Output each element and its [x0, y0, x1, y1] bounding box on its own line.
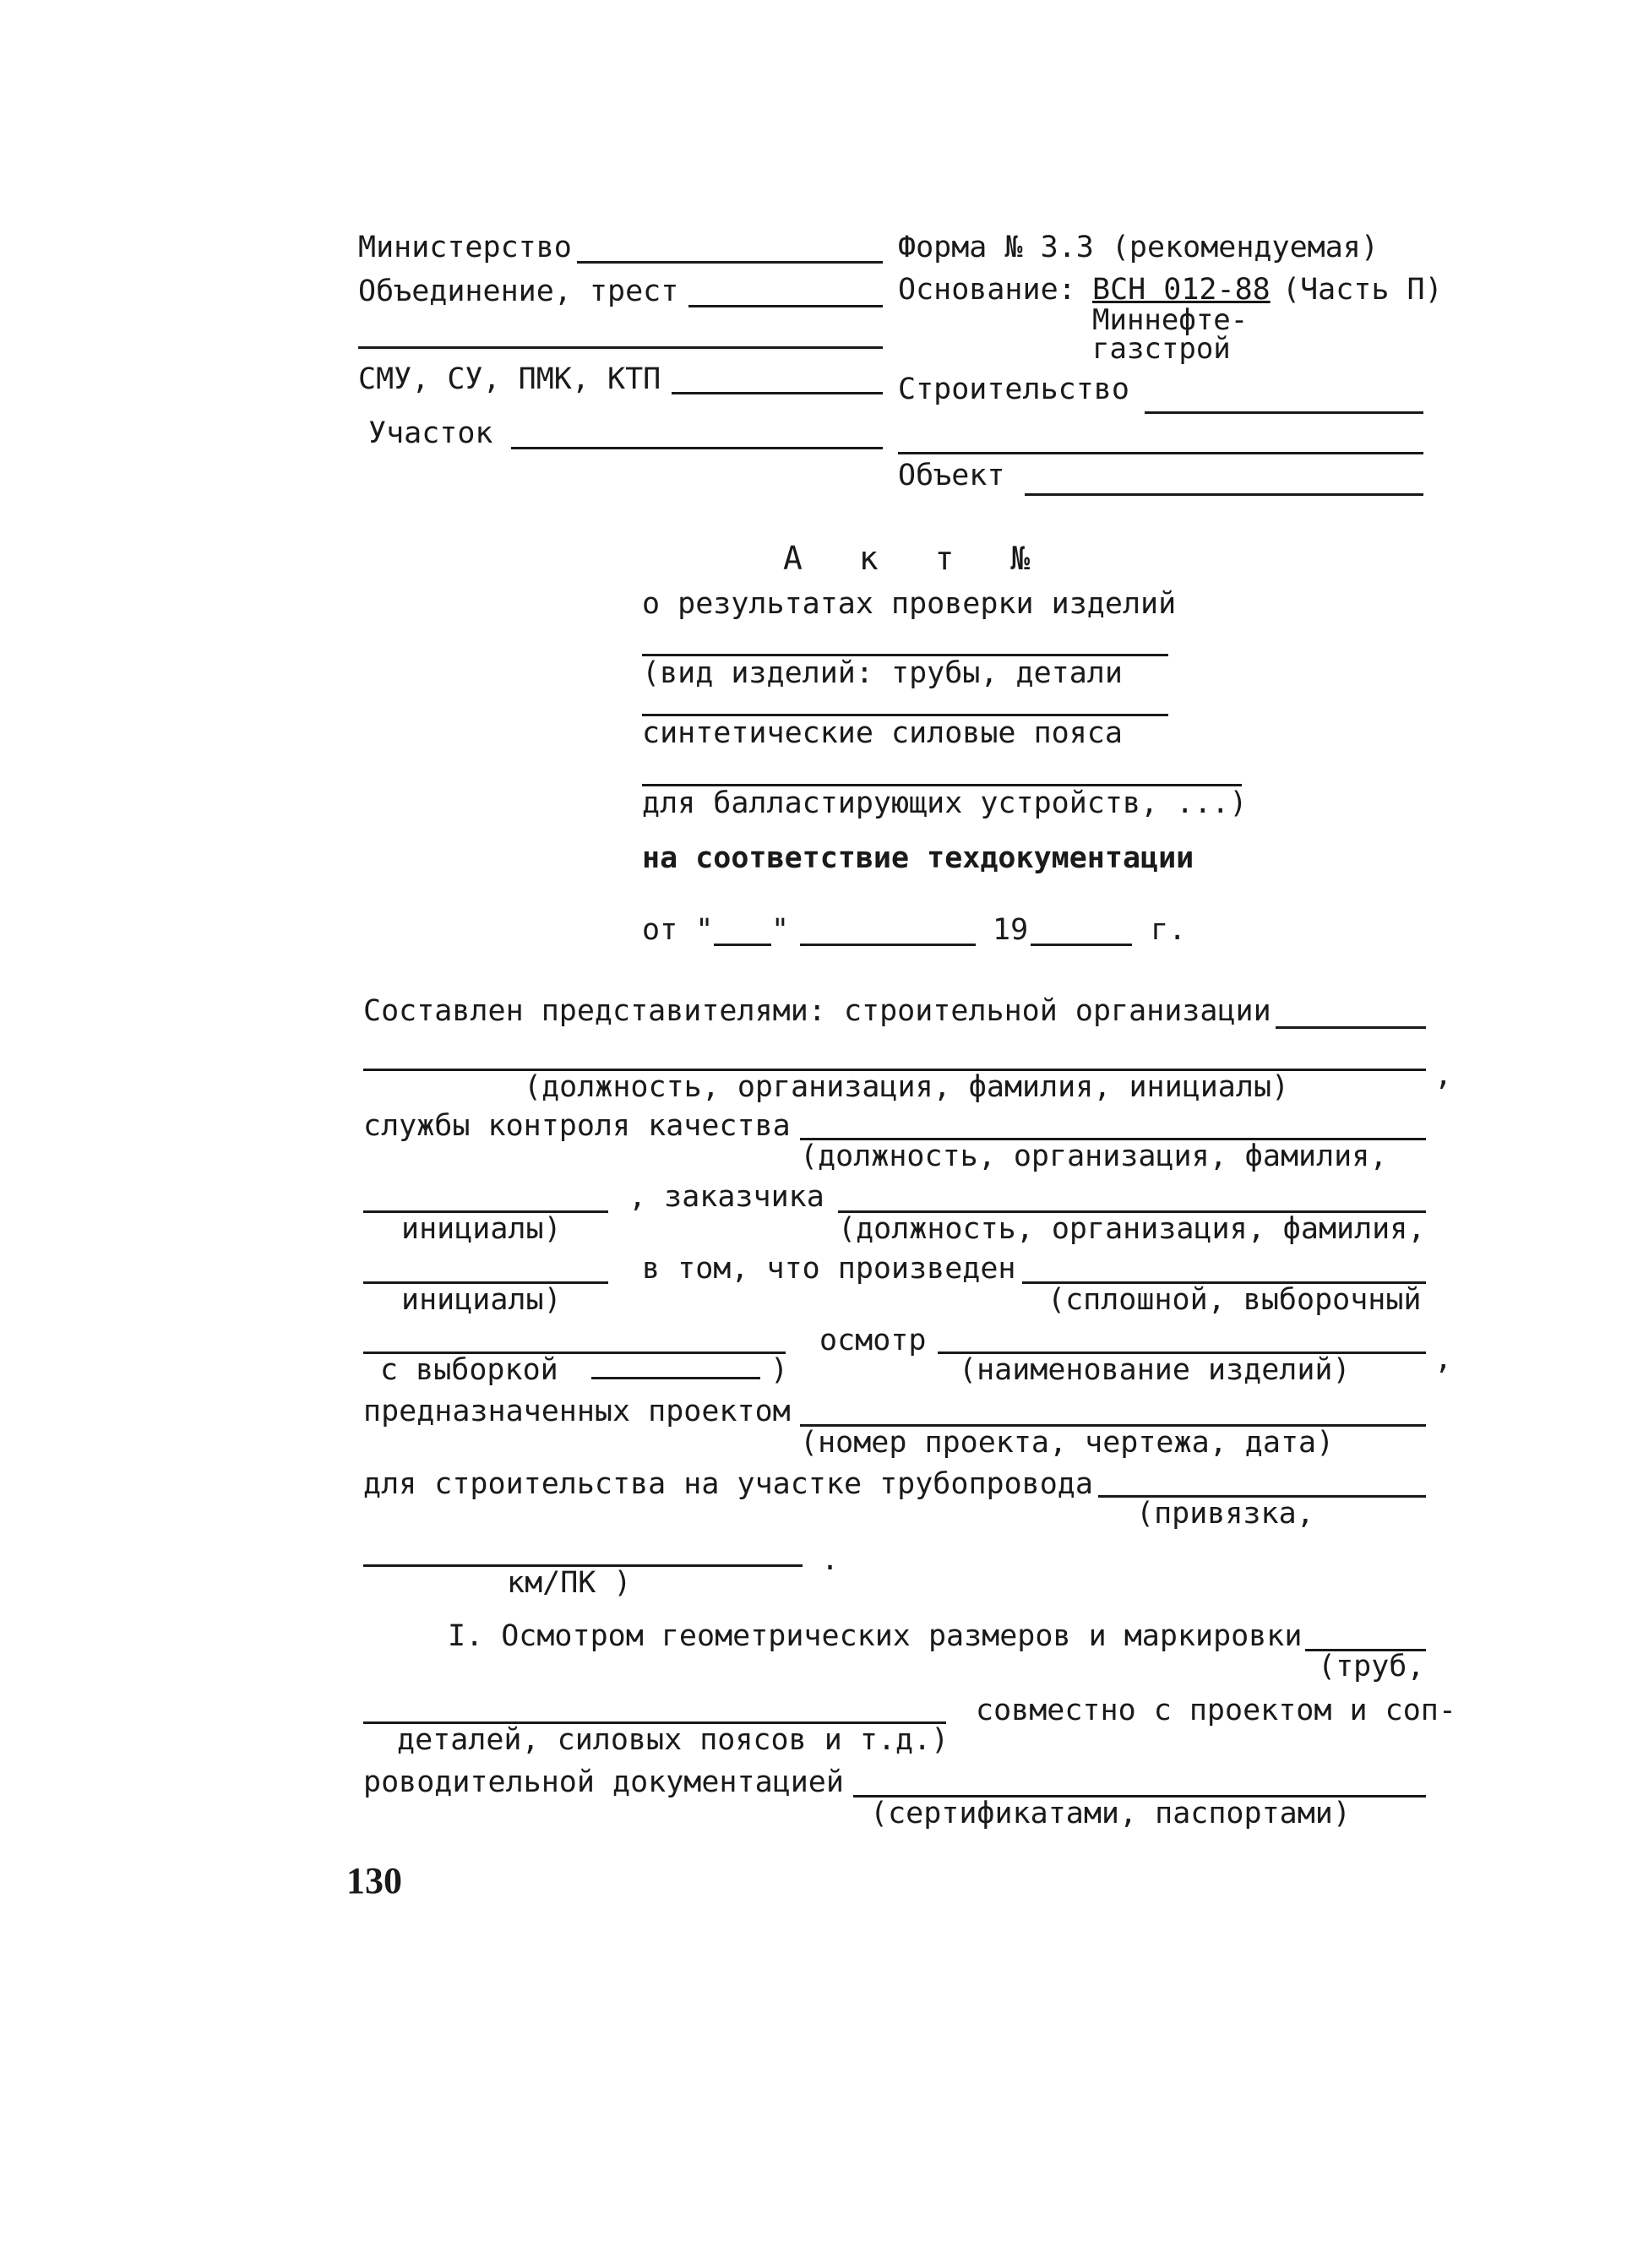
- date-year-line: [1031, 944, 1132, 946]
- km-hint: км/ПК ): [507, 1566, 632, 1600]
- product-type-hint-2: синтетические силовые пояса: [642, 716, 1123, 750]
- smu-label: СМУ, СУ, ПМК, КТП: [358, 362, 661, 396]
- comma-mark-1: ,: [1434, 1058, 1453, 1092]
- sampling-hint: с выборкой: [380, 1353, 558, 1387]
- project-hint: (номер проекта, чертежа, дата): [800, 1426, 1335, 1460]
- sampling-value-line: [591, 1377, 760, 1379]
- position-hint-2: (должность, организация, фамилия,: [800, 1139, 1388, 1173]
- accompanying-text: роводительной документацией: [363, 1765, 844, 1799]
- customer-text: , заказчика: [628, 1180, 824, 1214]
- basis-org-line1: Миннефте-: [1092, 303, 1249, 337]
- product-type-hint-1: (вид изделий: трубы, детали: [642, 656, 1123, 690]
- comma-mark-2: ,: [1434, 1342, 1453, 1376]
- binding-hint: (привязка,: [1136, 1497, 1314, 1531]
- intended-by-project-text: предназначенных проектом: [363, 1395, 791, 1428]
- initials-hint-1: инициалы): [401, 1212, 562, 1246]
- date-year-prefix: 19: [993, 913, 1029, 947]
- page-number: 130: [346, 1860, 402, 1901]
- date-suffix: г.: [1151, 913, 1187, 947]
- basis-org-line2: газстрой: [1092, 332, 1231, 366]
- details-hint: деталей, силовых поясов и т.д.): [397, 1723, 950, 1757]
- construction-extra-line: [898, 452, 1423, 454]
- initials-hint-2: инициалы): [401, 1283, 562, 1317]
- product-type-hint-3: для балластирующих устройств, ...): [642, 786, 1248, 820]
- composed-by-text: Составлен представителями: строительной организации: [363, 994, 1271, 1028]
- basis-label: Основание:: [898, 273, 1076, 307]
- position-hint-1: (должность, организация, фамилия, инициалы): [524, 1070, 1290, 1104]
- association-extra-line: [358, 346, 883, 349]
- dot-mark: .: [821, 1543, 840, 1577]
- association-label: Объединение, трест: [358, 275, 679, 308]
- section-field-line: [511, 447, 883, 449]
- inspection-type-hint: (сплошной, выборочный: [1047, 1283, 1422, 1317]
- form-label: Форма № 3.3 (рекомендуемая): [898, 231, 1379, 264]
- builder-org-line: [1276, 1026, 1426, 1029]
- that-performed-text: в том, что произведен: [642, 1252, 1016, 1286]
- compliance-text: на соответствие техдокументации: [642, 841, 1194, 875]
- ministry-field-line: [577, 261, 883, 264]
- act-title: А к т №: [783, 540, 1049, 577]
- pipes-hint: (труб,: [1318, 1650, 1425, 1683]
- date-from: от ": [642, 913, 714, 947]
- position-hint-3: (должность, организация, фамилия,: [838, 1212, 1426, 1246]
- ministry-label: Министерство: [358, 231, 572, 264]
- smu-field-line: [672, 392, 883, 394]
- object-field-line: [1025, 493, 1423, 496]
- date-quote: ": [771, 913, 790, 947]
- construction-label: Строительство: [898, 373, 1129, 406]
- basis-doc: ВСН 012-88: [1092, 273, 1271, 307]
- object-label: Объект: [898, 459, 1005, 492]
- construction-field-line: [1145, 411, 1423, 414]
- sampling-close: ): [770, 1353, 789, 1387]
- act-subtitle: о результатах проверки изделий: [642, 587, 1177, 621]
- section1-item: I. Осмотром геометрических размеров и маркировки: [448, 1619, 1303, 1653]
- date-day-line: [714, 944, 771, 946]
- inspection-text: осмотр: [819, 1324, 927, 1357]
- for-construction-text: для строительства на участке трубопровода: [363, 1467, 1093, 1501]
- basis-part: (Часть П): [1282, 273, 1443, 307]
- certs-hint: (сертификатами, паспортами): [870, 1797, 1351, 1830]
- product-name-hint: (наименование изделий): [959, 1353, 1351, 1387]
- together-text: совместно с проектом и соп-: [976, 1694, 1456, 1727]
- date-month-line: [800, 944, 976, 946]
- association-field-line: [688, 305, 883, 307]
- qc-service-text: службы контроля качества: [363, 1109, 791, 1143]
- section-label: Участок: [368, 416, 493, 450]
